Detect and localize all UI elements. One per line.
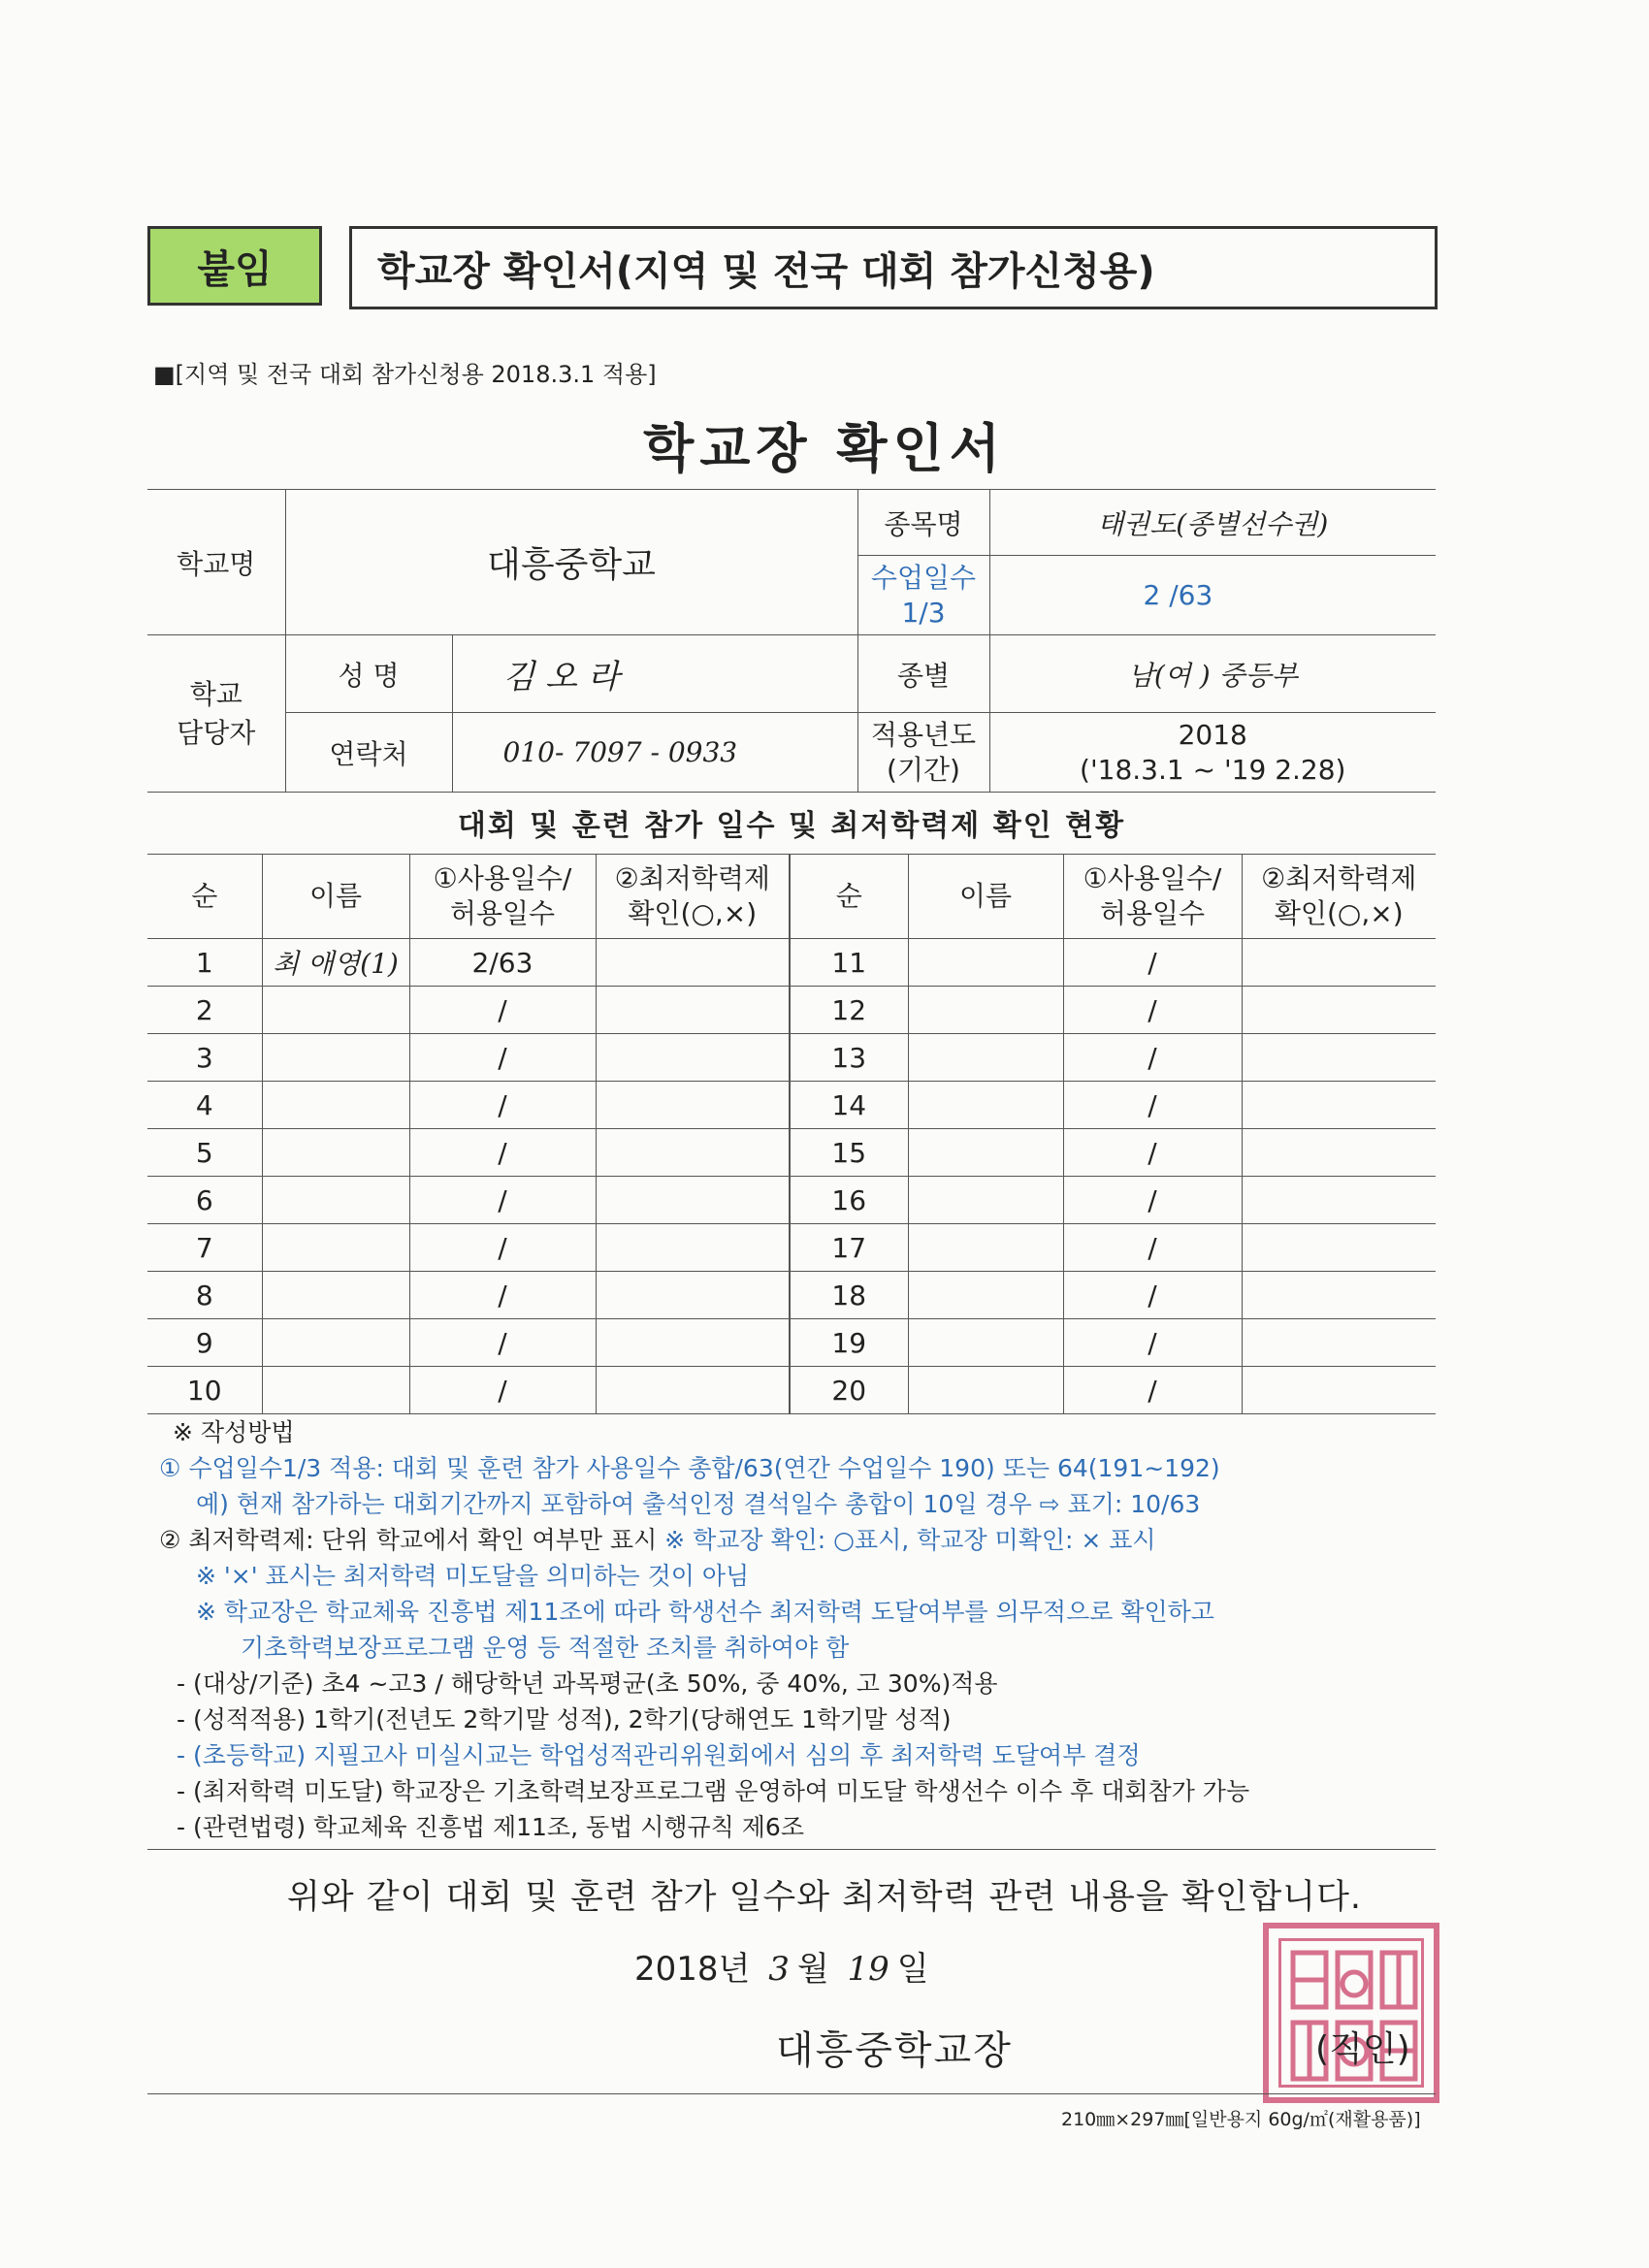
contact-label: 연락처 — [285, 713, 452, 793]
row-number: 9 — [147, 1319, 262, 1367]
row-days: / — [409, 1319, 596, 1367]
row-number: 1 — [147, 939, 262, 987]
header-days-col2-1: ①사용일수/ — [1083, 862, 1222, 894]
row-days-2: / — [1063, 1129, 1242, 1177]
row-days: / — [409, 1367, 596, 1414]
method-line-6: 기초학력보장프로그램 운영 등 적절한 조치를 취하여야 함 — [241, 1634, 850, 1662]
row-days: / — [409, 1224, 596, 1272]
row-days: / — [409, 1177, 596, 1224]
method-line-3 — [159, 1522, 1449, 1558]
year-label-2: (기간) — [887, 753, 960, 786]
header-days — [409, 855, 596, 939]
row-days-2: / — [1063, 939, 1242, 987]
date-month: 3 — [768, 1950, 790, 1989]
section-title: 대회 및 훈련 참가 일수 및 최저학력제 확인 현황 — [457, 809, 1126, 843]
row-number: 5 — [147, 1129, 262, 1177]
method-line-3b: ※ 학교장 확인: ○표시, 학교장 미확인: × 표시 — [664, 1526, 1156, 1554]
table-row — [147, 1034, 1436, 1082]
class-days-label — [857, 556, 989, 635]
class-days-label-1: 수업일수 — [870, 561, 977, 594]
row-name — [262, 1129, 409, 1177]
row-days: / — [409, 1129, 596, 1177]
row-name-2 — [908, 1272, 1063, 1319]
header-name: 이름 — [262, 855, 409, 939]
table-header-row — [147, 855, 1436, 939]
row-name-2 — [908, 1177, 1063, 1224]
row-check — [596, 1129, 790, 1177]
row-number-2: 18 — [790, 1272, 908, 1319]
method-line-7: - (대상/기준) 초4 ~고3 / 해당학년 과목평균(초 50%, 중 40%, 고 30%)적용 — [177, 1669, 998, 1698]
row-check-2 — [1242, 1272, 1436, 1319]
date-month-unit: 월 — [796, 1950, 829, 1989]
top-note: ■[지역 및 전국 대회 참가신청용 2018.3.1 적용] — [153, 361, 657, 388]
manager-label-1: 학교 — [189, 677, 242, 710]
row-days-2: / — [1063, 1224, 1242, 1272]
row-number-2: 15 — [790, 1129, 908, 1177]
row-check-2 — [1242, 939, 1436, 987]
gender-label: 종별 — [857, 635, 989, 713]
year-label-1: 적용년도 — [870, 718, 977, 751]
row-days: / — [409, 1082, 596, 1129]
row-name-2 — [908, 1082, 1063, 1129]
row-number-2: 12 — [790, 987, 908, 1034]
header-no-2: 순 — [790, 855, 908, 939]
official-seal-label: (직인) — [1315, 2029, 1410, 2069]
info-table — [147, 489, 1436, 793]
method-line-3a: ② 최저학력제: 단위 학교에서 확인 여부만 표시 — [159, 1526, 665, 1554]
table-row — [147, 1177, 1436, 1224]
method-line-2: 예) 현재 참가하는 대회기간까지 포함하여 출석인정 결석일수 총합이 10일 경우 ⇨ 표기: 10/63 — [196, 1490, 1201, 1518]
name-label: 성 명 — [285, 635, 452, 713]
method-title: ※ 작성방법 — [173, 1418, 295, 1446]
row-check — [596, 987, 790, 1034]
method-line-10: - (최저학력 미도달) 학교장은 기초학력보장프로그램 운영하여 미도달 학생선수 이수 후 대회참가 가능 — [177, 1777, 1250, 1805]
header-days-col2-2: 허용일수 — [1099, 897, 1206, 929]
table-row — [147, 1129, 1436, 1177]
row-name — [262, 1367, 409, 1414]
row-number-2: 11 — [790, 939, 908, 987]
row-number-2: 20 — [790, 1367, 908, 1414]
row-number: 6 — [147, 1177, 262, 1224]
row-check — [596, 1272, 790, 1319]
row-check — [596, 1224, 790, 1272]
event-label: 종목명 — [857, 490, 989, 556]
method-line-8: - (성적적용) 1학기(전년도 2학기말 성적), 2학기(당해연도 1학기말 성적) — [177, 1705, 952, 1733]
table-row — [147, 987, 1436, 1034]
method-line-4: ※ '×' 표시는 최저학력 미도달을 의미하는 것이 아님 — [196, 1562, 750, 1590]
header-no: 순 — [147, 855, 262, 939]
header-days-1: ①사용일수/ — [433, 862, 572, 894]
signature-date — [634, 1942, 929, 1990]
row-number: 3 — [147, 1034, 262, 1082]
row-name-2 — [908, 1367, 1063, 1414]
row-check-2 — [1242, 1367, 1436, 1414]
row-number-2: 13 — [790, 1034, 908, 1082]
row-days-2: / — [1063, 1082, 1242, 1129]
row-days-2: / — [1063, 1034, 1242, 1082]
header-name-2: 이름 — [908, 855, 1063, 939]
row-check-2 — [1242, 1129, 1436, 1177]
event-value: 태권도(종별선수권) — [989, 490, 1436, 556]
row-check-2 — [1242, 1319, 1436, 1367]
method-line-1: ① 수업일수1/3 적용: 대회 및 훈련 참가 사용일수 총합/63(연간 수업일수 190) 또는 64(191~192) — [159, 1454, 1220, 1482]
participation-table-body — [147, 855, 1436, 1414]
paper-spec-footer: 210㎜×297㎜[일반용지 60g/㎡(재활용품)] — [1061, 2109, 1421, 2130]
row-days: / — [409, 1034, 596, 1082]
year-value-2: ('18.3.1 ~ '19 2.28) — [1080, 753, 1346, 786]
row-name — [262, 1224, 409, 1272]
date-day-unit: 일 — [896, 1950, 929, 1989]
row-check-2 — [1242, 1177, 1436, 1224]
row-days: 2/63 — [409, 939, 596, 987]
header-check — [596, 855, 790, 939]
class-days-label-2: 1/3 — [901, 596, 946, 629]
header-check-col2 — [1242, 855, 1436, 939]
document-title: 학교장 확인서 — [643, 418, 1006, 479]
row-name: 최 애영(1) — [262, 939, 409, 987]
date-year: 2018 — [634, 1950, 719, 1989]
method-line-5: ※ 학교장은 학교체육 진흥법 제11조에 따라 학생선수 최저학력 도달여부를 의무적으로 확인하고 — [196, 1598, 1214, 1626]
gender-value: 남(여 ) 중등부 — [989, 635, 1436, 713]
name-value: 김 오 라 — [452, 635, 857, 713]
row-name-2 — [908, 1129, 1063, 1177]
table-row — [147, 1272, 1436, 1319]
row-name — [262, 1082, 409, 1129]
row-check — [596, 939, 790, 987]
header-days-2: 허용일수 — [449, 897, 556, 929]
table-row — [147, 1224, 1436, 1272]
row-name-2 — [908, 1034, 1063, 1082]
principal-name: 대흥중학교장 — [776, 2028, 1013, 2073]
method-line-11: - (관련법령) 학교체육 진흥법 제11조, 동법 시행규칙 제6조 — [177, 1813, 804, 1841]
row-number: 8 — [147, 1272, 262, 1319]
manager-label-2: 담당자 — [177, 716, 256, 749]
row-name-2 — [908, 1224, 1063, 1272]
table-row — [147, 939, 1436, 987]
year-value-1: 2018 — [1178, 718, 1247, 751]
confirmation-statement: 위와 같이 대회 및 훈련 참가 일수와 최저학력 관련 내용을 확인합니다. — [286, 1878, 1363, 1917]
table-row — [147, 1082, 1436, 1129]
row-number-2: 17 — [790, 1224, 908, 1272]
contact-value: 010- 7097 - 0933 — [452, 713, 857, 793]
header-check-2: 확인(○,×) — [628, 897, 758, 929]
header-days-col2 — [1063, 855, 1242, 939]
divider-bottom — [147, 2093, 1436, 2094]
date-day: 19 — [847, 1950, 889, 1989]
row-name — [262, 1272, 409, 1319]
row-check-2 — [1242, 1224, 1436, 1272]
year-value — [989, 713, 1436, 793]
row-number: 10 — [147, 1367, 262, 1414]
row-days-2: / — [1063, 1177, 1242, 1224]
row-check — [596, 1367, 790, 1414]
header-check-1: ②최저학력제 — [614, 862, 770, 894]
header-check-col2-1: ②최저학력제 — [1261, 862, 1417, 894]
participation-table — [147, 854, 1436, 1414]
row-number: 2 — [147, 987, 262, 1034]
attachment-badge: 붙임 — [147, 226, 322, 306]
writing-method — [159, 1414, 1449, 1845]
row-check — [596, 1319, 790, 1367]
row-days-2: / — [1063, 1319, 1242, 1367]
row-name-2 — [908, 987, 1063, 1034]
row-check-2 — [1242, 1082, 1436, 1129]
table-row — [147, 1319, 1436, 1367]
year-label — [857, 713, 989, 793]
row-number-2: 19 — [790, 1319, 908, 1367]
row-check-2 — [1242, 987, 1436, 1034]
header-check-col2-2: 확인(○,×) — [1274, 897, 1404, 929]
row-number: 4 — [147, 1082, 262, 1129]
row-number-2: 16 — [790, 1177, 908, 1224]
row-name — [262, 987, 409, 1034]
row-days: / — [409, 1272, 596, 1319]
divider-top — [147, 1849, 1436, 1850]
row-check — [596, 1034, 790, 1082]
method-line-9: - (초등학교) 지필고사 미실시교는 학업성적관리위원회에서 심의 후 최저학력 도달여부 결정 — [177, 1741, 1141, 1769]
table-row — [147, 1367, 1436, 1414]
row-name-2 — [908, 939, 1063, 987]
row-days-2: / — [1063, 1367, 1242, 1414]
class-days-value: 2 /63 — [989, 556, 1436, 635]
row-check — [596, 1177, 790, 1224]
row-days-2: / — [1063, 987, 1242, 1034]
row-name — [262, 1319, 409, 1367]
row-check-2 — [1242, 1034, 1436, 1082]
official-seal-stamp — [1263, 1923, 1439, 2103]
row-check — [596, 1082, 790, 1129]
row-name-2 — [908, 1319, 1063, 1367]
date-year-unit: 년 — [718, 1950, 751, 1989]
row-name — [262, 1034, 409, 1082]
row-name — [262, 1177, 409, 1224]
row-number-2: 14 — [790, 1082, 908, 1129]
manager-label — [147, 635, 285, 793]
school-value: 대흥중학교 — [285, 490, 857, 635]
school-label: 학교명 — [147, 490, 285, 635]
row-days: / — [409, 987, 596, 1034]
row-number: 7 — [147, 1224, 262, 1272]
header-title: 학교장 확인서(지역 및 전국 대회 참가신청용) — [349, 226, 1438, 309]
row-days-2: / — [1063, 1272, 1242, 1319]
